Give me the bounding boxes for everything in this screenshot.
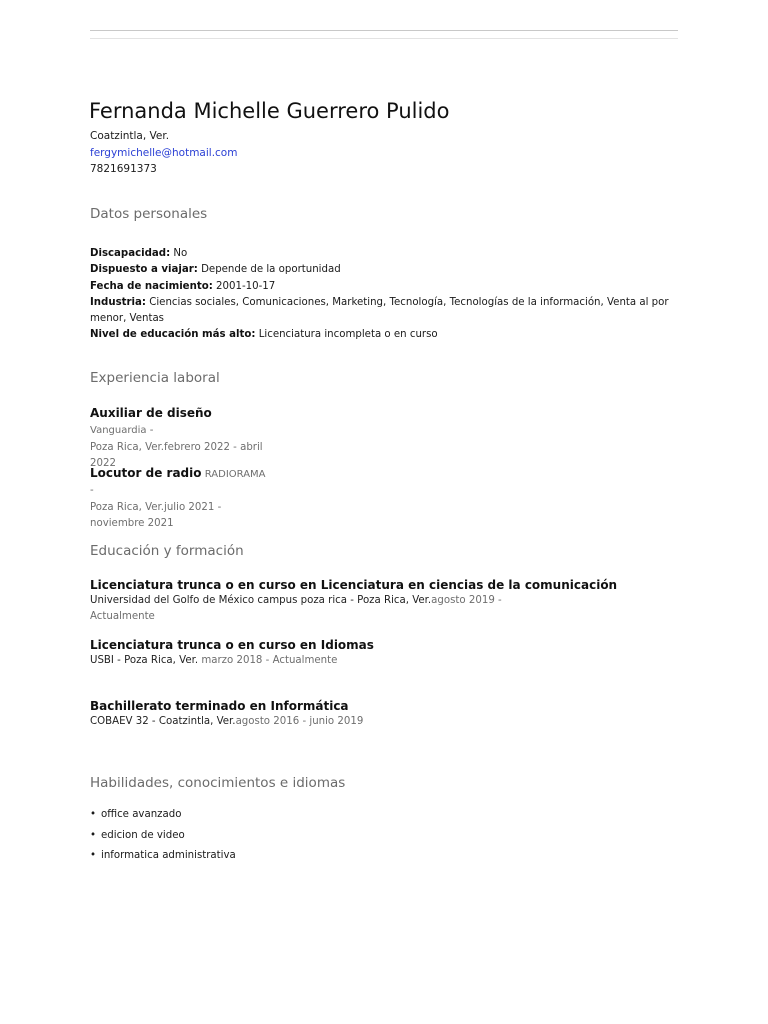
section-title-skills: Habilidades, conocimientos e idiomas	[90, 775, 346, 791]
personal-value: Depende de la oportunidad	[197, 264, 341, 276]
job-dates: julio 2021 - noviembre 2021	[90, 501, 222, 529]
candidate-name: Fernanda Michelle Guerrero Pulido	[89, 99, 450, 123]
education-degree: Licenciatura trunca o en curso en Idiomas	[90, 638, 374, 652]
job-separator: -	[90, 485, 94, 497]
personal-value: No	[170, 248, 188, 259]
job-company: RADIORAMA	[204, 469, 266, 480]
job-role: Auxiliar de diseño	[90, 406, 212, 420]
bullet-icon: •	[90, 809, 97, 820]
personal-label: Industria:	[90, 296, 146, 308]
contact-block	[90, 128, 237, 178]
education-item	[90, 637, 510, 669]
education-degree: Bachillerato terminado en Informática	[90, 699, 349, 713]
education-item	[90, 577, 618, 626]
personal-value: Ciencias sociales, Comunicaciones, Marketing, Tecnología, Tecnologías de la información, Venta al por menor, Ventas	[90, 296, 669, 325]
education-degree: Licenciatura trunca o en curso en Licenciatura en ciencias de la comunicación	[90, 578, 618, 592]
bullet-icon: •	[90, 850, 97, 861]
list-item	[90, 846, 236, 867]
personal-label: Nivel de educación más alto:	[90, 329, 256, 341]
section-title-experience: Experiencia laboral	[90, 370, 220, 386]
personal-row-birthdate	[90, 279, 678, 295]
skill-text: informatica administrativa	[101, 850, 236, 861]
experience-item	[90, 405, 270, 472]
section-title-personal: Datos personales	[90, 206, 208, 222]
education-dates: marzo 2018 - Actualmente	[198, 655, 338, 666]
bullet-icon: •	[90, 829, 97, 841]
education-school: USBI - Poza Rica, Ver.	[90, 655, 199, 666]
personal-row-education-level	[90, 327, 678, 343]
skills-list	[90, 805, 236, 867]
job-company: Vanguardia	[90, 425, 147, 437]
education-school: Universidad del Golfo de México campus poza rica - Poza Rica, Ver.	[90, 595, 432, 606]
job-dates: febrero 2022 - abril 2022	[90, 441, 263, 469]
education-dates: agosto 2019 - Actualmente	[90, 595, 502, 623]
education-item	[90, 698, 510, 730]
personal-label: Fecha de nacimiento:	[90, 280, 213, 292]
job-role: Locutor de radio	[90, 466, 202, 480]
email-link[interactable]: fergymichelle@hotmail.com	[90, 146, 238, 159]
skill-text: edicion de video	[101, 829, 185, 841]
personal-value: 2001-10-17	[212, 280, 276, 292]
personal-row-travel	[90, 262, 678, 278]
job-separator: -	[146, 425, 154, 437]
personal-label: Discapacidad:	[90, 248, 171, 259]
education-school: COBAEV 32 - Coatzintla, Ver.	[90, 716, 236, 727]
location-text: Coatzintla, Ver.	[90, 130, 170, 142]
education-dates: agosto 2016 - junio 2019	[235, 716, 364, 727]
job-location: Poza Rica, Ver.	[90, 501, 165, 513]
skill-text: office avanzado	[101, 809, 182, 820]
personal-label: Dispuesto a viajar:	[90, 264, 198, 276]
section-title-education: Educación y formación	[90, 543, 244, 559]
list-item	[90, 826, 236, 847]
personal-details	[90, 246, 678, 344]
experience-item	[90, 465, 270, 532]
job-location: Poza Rica, Ver.	[90, 441, 165, 453]
top-divider	[90, 30, 678, 31]
personal-row-industry	[90, 295, 678, 328]
personal-row-disability	[90, 246, 678, 262]
top-divider-secondary	[90, 38, 678, 39]
phone-text: 7821691373	[90, 163, 157, 175]
personal-value: Licenciatura incompleta o en curso	[255, 329, 438, 341]
list-item	[90, 805, 236, 826]
